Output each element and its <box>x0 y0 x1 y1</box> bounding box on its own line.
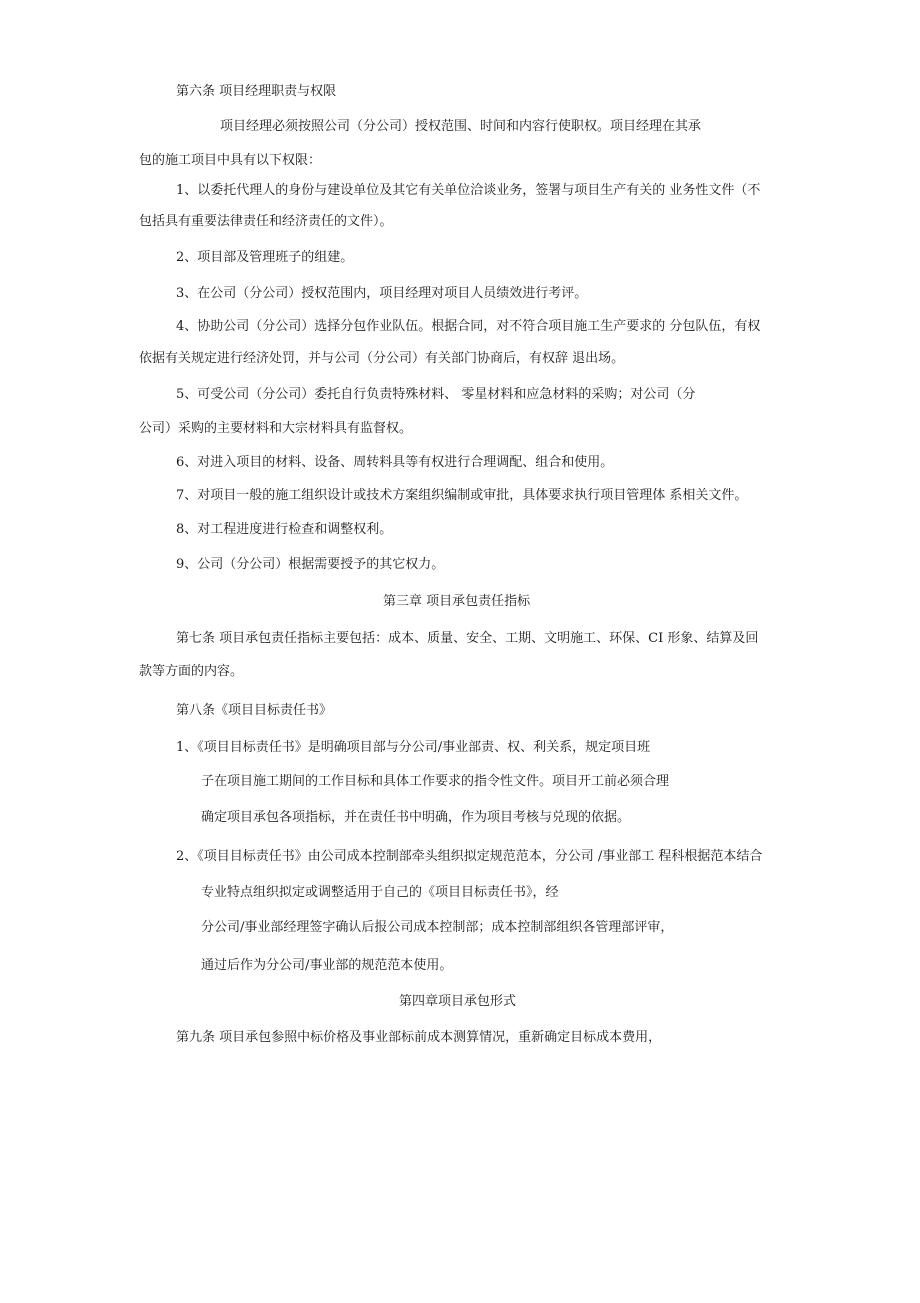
article-6-intro-line-1: 项目经理必须按照公司（分公司）授权范围、时间和内容行使职权。项目经理在其承 <box>220 119 702 134</box>
article-6-intro-line-2: 包的施工项目中具有以下权限： <box>139 153 322 168</box>
authority-item-1-line-2: 包括具有重要法律责任和经济责任的文件）。 <box>139 214 393 229</box>
responsibility-item-1-line-3: 确定项目承包各项指标，并在责任书中明确，作为项目考核与兑现的依据。 <box>201 810 631 825</box>
authority-item-7: 7、对项目一般的施工组织设计或技术方案组织编制或审批，具体要求执行项目管理体 系相关文件。 <box>176 488 748 503</box>
responsibility-item-2-line-1: 2、《项目目标责任书》由公司成本控制部牵头组织拟定规范范本，分公司 /事业部工 程科根据范本结合 <box>176 849 763 864</box>
article-7-line-2: 款等方面的内容。 <box>139 664 244 679</box>
authority-item-8: 8、对工程进度进行检查和调整权利。 <box>176 522 393 537</box>
authority-item-4-line-2: 依据有关规定进行经济处罚，并与公司（分公司）有关部门协商后，有权辞 退出场。 <box>139 351 625 366</box>
article-9-line-1: 第九条 项目承包参照中标价格及事业部标前成本测算情况，重新确定目标成本费用， <box>176 1030 662 1045</box>
authority-item-3: 3、在公司（分公司）授权范围内，项目经理对项目人员绩效进行考评。 <box>176 286 588 301</box>
responsibility-item-2-line-4: 通过后作为分公司/事业部的规范范本使用。 <box>201 958 453 973</box>
authority-item-6: 6、对进入项目的材料、设备、周转料具等有权进行合理调配、组合和使用。 <box>176 455 614 470</box>
responsibility-item-2-line-3: 分公司/事业部经理签字确认后报公司成本控制部；成本控制部组织各管理部评审， <box>201 920 674 935</box>
article-6-heading: 第六条 项目经理职责与权限 <box>176 84 337 99</box>
authority-item-2: 2、项目部及管理班子的组建。 <box>176 250 354 265</box>
responsibility-item-1-line-2: 子在项目施工期间的工作目标和具体工作要求的指令性文件。项目开工前必须合理 <box>201 774 670 789</box>
chapter-3-heading: 第三章 项目承包责任指标 <box>383 594 531 609</box>
chapter-4-heading: 第四章项目承包形式 <box>399 994 517 1009</box>
responsibility-item-1-line-1: 1、《项目目标责任书》是明确项目部与分公司/事业部责、权、利关系，规定项目班 <box>176 740 651 755</box>
authority-item-4-line-1: 4、协助公司（分公司）选择分包作业队伍。根据合同，对不符合项目施工生产要求的 分包队伍，有权 <box>176 319 761 334</box>
authority-item-1-line-1: 1、以委托代理人的身份与建设单位及其它有关单位洽谈业务，签署与项目生产有关的 业务性文件（不 <box>176 183 761 198</box>
authority-item-9: 9、公司（分公司）根据需要授予的其它权力。 <box>176 557 445 572</box>
responsibility-item-2-line-2: 专业特点组织拟定或调整适用于自己的《项目目标责任书》，经 <box>201 885 559 900</box>
article-8-heading: 第八条《项目目标责任书》 <box>176 703 333 718</box>
article-7-line-1: 第七条 项目承包责任指标主要包括：成本、质量、安全、工期、文明施工、环保、CI 形象、结算及回 <box>176 631 759 646</box>
authority-item-5-line-2: 公司）采购的主要材料和大宗材料具有监督权。 <box>139 421 413 436</box>
authority-item-5-line-1: 5、可受公司（分公司）委托自行负责特殊材料、 零星材料和应急材料的采购；对公司（分 <box>176 387 696 402</box>
